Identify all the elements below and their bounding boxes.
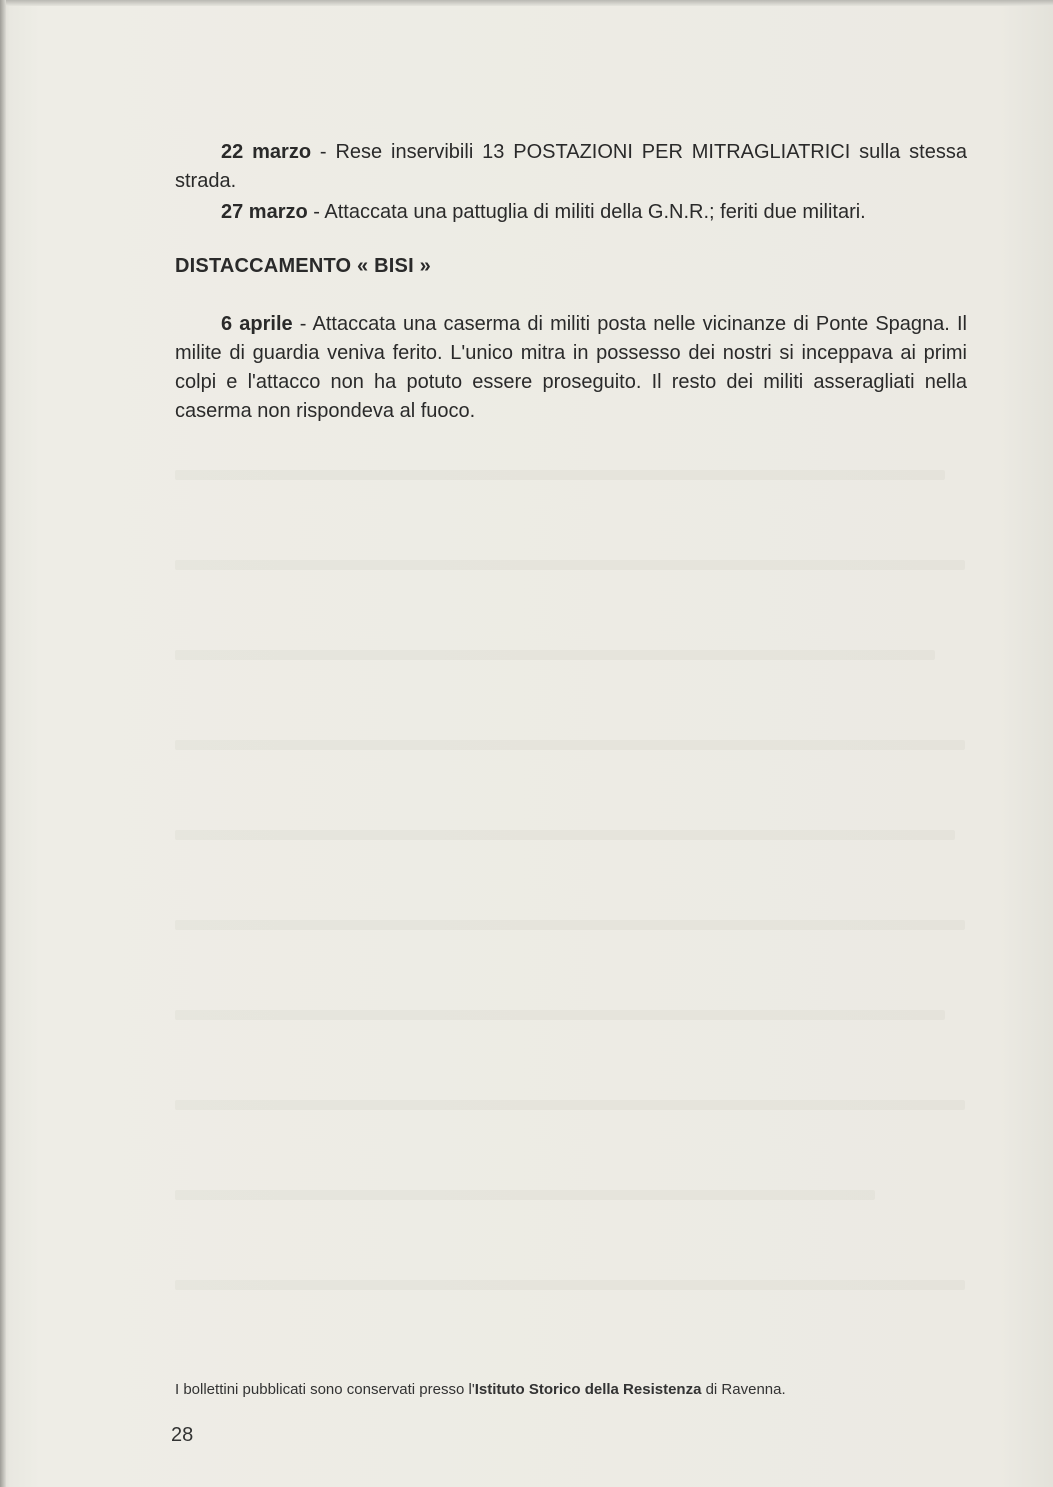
show-through-line bbox=[175, 920, 965, 930]
entry-text: - Attaccata una caserma di militi posta nelle vicinanze di Ponte Spagna. Il milite di guardia veniva ferito. L'unico mitra in possesso dei nostri si inceppava ai primi colpi e l'attacco non ha potuto essere proseguito. Il resto dei militi asseragliati nella caserma non rispondeva al fuoco. bbox=[175, 313, 967, 422]
entry-date: 6 aprile bbox=[221, 313, 293, 335]
entry-text: - Rese inservibili 13 POSTAZIONI PER MITRAGLIATRICI sulla stessa strada. bbox=[175, 141, 967, 192]
footnote-institute: Istituto Storico della Resistenza bbox=[474, 1381, 702, 1398]
show-through-line bbox=[175, 1010, 945, 1020]
show-through-line bbox=[175, 560, 965, 570]
footnote-text-end: di Ravenna. bbox=[701, 1381, 786, 1398]
show-through-line bbox=[175, 740, 965, 750]
show-through-line bbox=[175, 470, 945, 480]
page-binding-edge bbox=[0, 0, 6, 1487]
entry-paragraph bbox=[175, 198, 967, 227]
show-through-line bbox=[175, 830, 955, 840]
footnote-text: I bollettini pubblicati sono conservati presso l' bbox=[175, 1381, 475, 1398]
show-through-line bbox=[175, 650, 935, 660]
page-number: 28 bbox=[171, 1424, 194, 1446]
show-through-line bbox=[175, 1100, 965, 1110]
page-top-edge bbox=[0, 0, 1053, 6]
entry-date: 22 marzo bbox=[221, 141, 312, 163]
section-heading: DISTACCAMENTO « BISI » bbox=[175, 255, 431, 277]
entry-text: - Attaccata una pattuglia di militi della G.N.R.; feriti due militari. bbox=[307, 201, 866, 223]
show-through-line bbox=[175, 1190, 875, 1200]
main-text bbox=[175, 138, 967, 426]
entry-paragraph bbox=[175, 310, 967, 426]
footnote bbox=[175, 1380, 967, 1400]
show-through-line bbox=[175, 1280, 965, 1290]
entry-paragraph bbox=[175, 138, 967, 196]
entry-date: 27 marzo bbox=[221, 201, 308, 223]
